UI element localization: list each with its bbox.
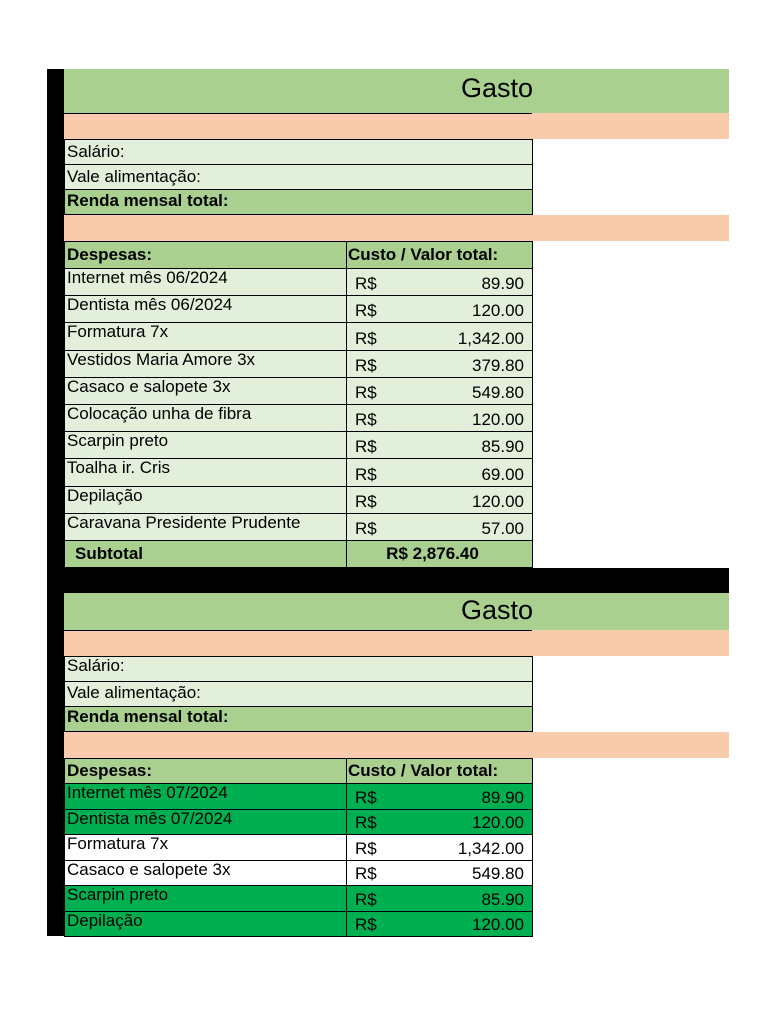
currency-symbol: R$ <box>355 518 377 538</box>
currency-symbol: R$ <box>355 838 377 858</box>
expense-label: Depilação <box>67 910 143 930</box>
block2-spacer-mid <box>64 732 729 758</box>
table-row-label-cell[interactable] <box>64 322 347 350</box>
salary-label: Salário: <box>67 142 125 161</box>
expense-amount: 1,342.00 <box>457 838 524 858</box>
block1-spacer-line <box>64 113 532 114</box>
table-row-label-cell[interactable] <box>64 486 347 514</box>
table-row-value-cell[interactable] <box>346 911 533 938</box>
block2-title: Gasto <box>460 595 533 625</box>
expense-header-label: Despesas: <box>67 245 153 264</box>
total-income-label: Renda mensal total: <box>67 707 229 726</box>
table-row-value-cell[interactable] <box>346 322 533 350</box>
block2-expense-header <box>64 758 347 784</box>
table-row-value-cell[interactable] <box>346 295 533 323</box>
currency-symbol: R$ <box>355 437 377 457</box>
block1-subtotal-label-cell <box>64 540 347 568</box>
expense-amount: 549.80 <box>472 864 524 883</box>
expense-label: Scarpin preto <box>67 431 169 451</box>
cost-header-label: Custo / Valor total: <box>348 245 499 264</box>
expense-amount: 549.80 <box>472 382 524 402</box>
expense-amount: 120.00 <box>472 491 524 511</box>
table-row-value-cell[interactable] <box>346 809 533 836</box>
block1-salary-row[interactable] <box>64 139 533 165</box>
expense-amount: 89.90 <box>481 787 524 807</box>
table-row-label-cell[interactable] <box>64 834 347 861</box>
currency-symbol: R$ <box>355 915 377 934</box>
block2-salary-row[interactable] <box>64 656 533 682</box>
currency-symbol: R$ <box>355 787 377 807</box>
expense-amount: 85.90 <box>481 889 524 909</box>
block1-spacer-top <box>64 113 729 139</box>
currency-symbol: R$ <box>355 274 377 294</box>
expense-label: Colocação unha de fibra <box>67 404 252 423</box>
table-row-value-cell[interactable] <box>346 834 533 861</box>
expense-label: Internet mês 06/2024 <box>67 268 228 287</box>
expense-label: Vestidos Maria Amore 3x <box>67 349 256 369</box>
table-row-label-cell[interactable] <box>64 809 347 836</box>
block2-cost-header <box>346 758 533 784</box>
table-row-label-cell[interactable] <box>64 860 347 887</box>
table-row-value-cell[interactable] <box>346 268 533 296</box>
total-income-label: Renda mensal total: <box>67 191 229 210</box>
currency-symbol: R$ <box>355 301 377 321</box>
block1-expense-header <box>64 241 347 269</box>
block2-title-bar <box>64 593 729 630</box>
block1-cost-header <box>346 241 533 269</box>
block2-total-income-row[interactable] <box>64 706 533 732</box>
table-row-label-cell[interactable] <box>64 911 347 938</box>
table-row-value-cell[interactable] <box>346 350 533 378</box>
section-divider-bar <box>47 568 729 593</box>
table-row-label-cell[interactable] <box>64 458 347 486</box>
table-row-value-cell[interactable] <box>346 486 533 514</box>
table-row-label-cell[interactable] <box>64 783 347 810</box>
table-row-label-cell[interactable] <box>64 513 347 541</box>
subtotal-label: Subtotal <box>75 544 143 563</box>
expense-label: Formatura 7x <box>67 834 169 853</box>
meal-voucher-label: Vale alimentação: <box>67 167 201 186</box>
expense-amount: 69.00 <box>481 464 524 484</box>
expense-amount: 120.00 <box>472 410 524 430</box>
currency-symbol: R$ <box>355 864 377 883</box>
expense-amount: 89.90 <box>481 274 524 294</box>
expense-amount: 1,342.00 <box>457 328 524 348</box>
left-border-bar <box>47 69 64 936</box>
expense-amount: 120.00 <box>472 301 524 321</box>
table-row-label-cell[interactable] <box>64 377 347 405</box>
table-row-value-cell[interactable] <box>346 783 533 810</box>
expense-label: Depilação <box>67 485 143 505</box>
currency-symbol: R$ <box>355 355 377 375</box>
table-row-value-cell[interactable] <box>346 860 533 887</box>
expense-header-label: Despesas: <box>67 761 153 780</box>
currency-symbol: R$ <box>355 889 377 909</box>
table-row-value-cell[interactable] <box>346 431 533 459</box>
block1-title: Gasto <box>460 73 533 103</box>
table-row-label-cell[interactable] <box>64 404 347 432</box>
table-row-value-cell[interactable] <box>346 885 533 912</box>
currency-symbol: R$ <box>355 328 377 348</box>
block1-title-bar <box>64 69 729 113</box>
currency-symbol: R$ <box>355 410 377 430</box>
currency-symbol: R$ <box>355 813 377 832</box>
block1-meal-row[interactable] <box>64 164 533 190</box>
expense-label: Casaco e salopete 3x <box>67 376 231 396</box>
expense-label: Dentista mês 07/2024 <box>67 808 233 828</box>
table-row-label-cell[interactable] <box>64 885 347 912</box>
table-row-label-cell[interactable] <box>64 268 347 296</box>
expense-label: Toalha ir. Cris <box>67 458 170 478</box>
block1-total-income-row[interactable] <box>64 189 533 215</box>
table-row-label-cell[interactable] <box>64 350 347 378</box>
table-row-value-cell[interactable] <box>346 404 533 432</box>
salary-label: Salário: <box>67 656 125 675</box>
currency-symbol: R$ <box>355 464 377 484</box>
table-row-label-cell[interactable] <box>64 295 347 323</box>
block2-spacer-line <box>64 630 532 631</box>
expense-amount: 57.00 <box>481 518 524 538</box>
expense-amount: 120.00 <box>472 915 524 934</box>
block1-subtotal-value-cell <box>346 540 533 568</box>
cost-header-label: Custo / Valor total: <box>348 761 499 780</box>
meal-voucher-label: Vale alimentação: <box>67 683 201 702</box>
expense-label: Scarpin preto <box>67 885 169 904</box>
expense-amount: 85.90 <box>481 437 524 457</box>
currency-symbol: R$ <box>355 491 377 511</box>
expense-label: Internet mês 07/2024 <box>67 783 228 802</box>
expense-amount: 379.80 <box>472 355 524 375</box>
block2-spacer-top <box>64 630 729 656</box>
expense-amount: 120.00 <box>472 813 524 832</box>
block1-spacer-mid <box>64 215 729 241</box>
table-row-value-cell[interactable] <box>346 377 533 405</box>
expense-label: Dentista mês 06/2024 <box>67 295 233 315</box>
expense-label: Casaco e salopete 3x <box>67 859 231 879</box>
table-row-value-cell[interactable] <box>346 513 533 541</box>
table-row-label-cell[interactable] <box>64 431 347 459</box>
expense-label: Formatura 7x <box>67 322 169 342</box>
table-row-value-cell[interactable] <box>346 458 533 486</box>
subtotal-value: R$ 2,876.40 <box>386 544 479 563</box>
currency-symbol: R$ <box>355 382 377 402</box>
block2-meal-row[interactable] <box>64 681 533 707</box>
expense-label: Caravana Presidente Prudente <box>67 512 301 532</box>
